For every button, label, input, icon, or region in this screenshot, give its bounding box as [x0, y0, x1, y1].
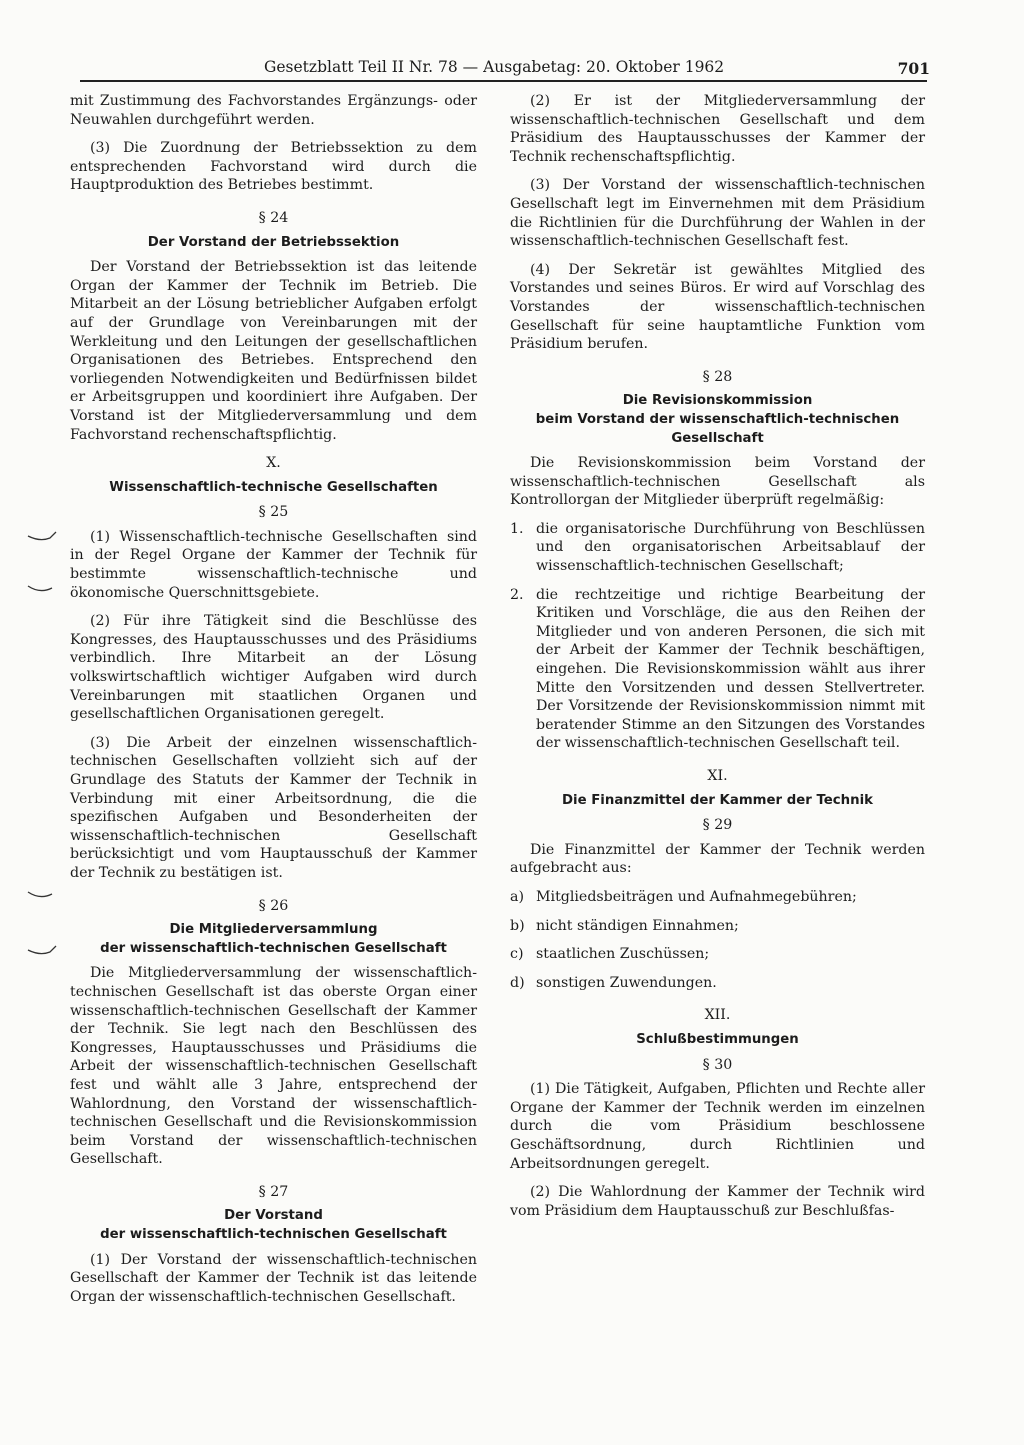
section-30-paragraph-2: (2) Die Wahlordnung der Kammer der Technik wird vom Präsidium dem Hauptausschuß zur Beschlußfas-: [510, 1184, 925, 1219]
list-marker: b): [510, 917, 525, 934]
chapter-xii-number: XII.: [704, 1007, 731, 1024]
list-marker: 2.: [510, 586, 524, 603]
section-28-number: § 28: [702, 368, 733, 385]
header-title: Gesetzblatt Teil II Nr. 78 — Ausgabetag: 20. Oktober 1962: [264, 58, 725, 76]
section-28-title-line-1: Die Revisionskommission: [622, 393, 813, 409]
header-rule: [80, 80, 927, 82]
list-marker: d): [510, 974, 525, 991]
list-marker: c): [510, 946, 524, 963]
section-29-list: [510, 888, 925, 992]
section-27-title-line-2: der wissenschaftlich-technischen Gesellschaft: [100, 1227, 447, 1243]
continued-paragraph: mit Zustimmung des Fachvorstandes Ergänzungs- oder Neuwahlen durchgeführt werden.: [70, 93, 477, 128]
list-item: [510, 888, 925, 907]
chapter-xii-title: Schlußbestimmungen: [636, 1031, 799, 1047]
left-column: [70, 92, 477, 1316]
margin-tick-mark: [26, 530, 58, 544]
chapter-x-number: X.: [266, 455, 281, 472]
list-item: [510, 945, 925, 964]
section-28-list: [510, 520, 925, 753]
section-26-title-line-1: Die Mitgliederversammlung: [169, 922, 378, 938]
section-25-paragraph-3: (3) Die Arbeit der einzelnen wissenschaftlich-technischen Gesellschaften vollzieht sich auf der Grundlage des Statuts der Kammer der Technik in Verbindung mit einer Arbeitsordnung, die die spezifischen Aufgaben und Besonderheiten der wissenschaftlich-technischen Gesellschaft berücksichtigt und vom Hauptausschuß der Kammer der Technik zu bestätigen ist.: [70, 734, 477, 881]
section-24-text: Der Vorstand der Betriebssektion ist das leitende Organ der Kammer der Technik im Betrieb. Die Mitarbeit an der Lösung betrieblicher Aufgaben erfolgt auf der Grundlage von Vereinbarungen mit der Werkleitung und den Leitungen der gesellschaftlichen Organisationen des Betriebes. Entsprechend den vorliegenden Notwendigkeiten und Bedürfnissen bildet er Arbeitsgruppen und koordiniert ihre Aufgaben. Der Vorstand ist der Mitgliederversammlung und dem Fachvorstand rechenschaftspflichtig.: [70, 259, 477, 443]
margin-tick-mark: [26, 582, 58, 596]
section-28-text: Die Revisionskommission beim Vorstand der wissenschaftlich-technischen Gesellschaft als Kontrollorgan der Mitglieder überprüft regelmäßig:: [510, 455, 925, 509]
right-column: [510, 92, 925, 1230]
section-26-title-line-2: der wissenschaftlich-technischen Gesellschaft: [100, 940, 447, 956]
section-28-title-line-3: Gesellschaft: [671, 430, 764, 446]
section-25-paragraph-2: (2) Für ihre Tätigkeit sind die Beschlüsse des Kongresses, des Hauptausschusses und des Präsidiums verbindlich. Ihre Mitarbeit an der Lösung volkswirtschaftlich wichtiger Aufgaben wird durch Vereinbarungen mit staatlichen Organen und gesellschaftlichen Organisationen geregelt.: [70, 613, 477, 723]
list-item: [510, 586, 925, 753]
section-25-paragraph-1: (1) Wissenschaftlich-technische Gesellschaften sind in der Regel Organe der Kammer der Technik für bestimmte wissenschaftlich-technische und ökonomische Querschnittsgebiete.: [70, 528, 477, 601]
section-27-paragraph-2: (2) Er ist der Mitgliederversammlung der wissenschaftlich-technischen Gesellschaft und dem Präsidium des Hauptausschusses der Kammer der Technik rechenschaftspflichtig.: [510, 93, 925, 165]
running-header: [80, 50, 930, 82]
list-item-text: die organisatorische Durchführung von Beschlüssen und den organisatorischen Arbeitsablauf der wissenschaftlich-technischen Gesellschaft;: [536, 520, 925, 575]
page-number: 701: [897, 59, 930, 78]
list-item: [510, 520, 925, 576]
section-24-number: § 24: [258, 209, 289, 226]
list-marker: 1.: [510, 520, 524, 537]
section-27-paragraph-4: (4) Der Sekretär ist gewähltes Mitglied des Vorstandes und seines Büros. Er wird auf Vorschlag des Vorstandes der wissenschaftlich-technischen Gesellschaft für seine hauptamtliche Funktion vom Präsidium berufen.: [510, 261, 925, 353]
paragraph-23-3: (3) Die Zuordnung der Betriebssektion zu dem entsprechenden Fachvorstand wird durch die Hauptproduktion des Betriebes bestimmt.: [70, 140, 477, 194]
list-marker: a): [510, 888, 524, 905]
section-29-number: § 29: [702, 817, 733, 834]
section-25-number: § 25: [258, 504, 289, 521]
list-item-text: nicht ständigen Einnahmen;: [536, 917, 739, 934]
chapter-xi-title: Die Finanzmittel der Kammer der Technik: [561, 792, 874, 808]
section-24-title: Der Vorstand der Betriebssektion: [147, 234, 400, 250]
list-item-text: Mitgliedsbeiträgen und Aufnahmegebühren;: [536, 888, 857, 905]
list-item-text: die rechtzeitige und richtige Bearbeitung der Kritiken und Vorschläge, die aus den Reihen der Mitglieder und von anderen Personen, die sich mit der Arbeit der Kammer der Technik beschäftigen, eingehen. Die Revisionskommission wählt aus ihrer Mitte den Vorsitzenden und dessen Stellvertreter. Der Vorsitzende der Revisionskommission nimmt mit beratender Stimme an den Sitzungen des Vorstandes der wissenschaftlich-technischen Gesellschaft teil.: [536, 586, 925, 752]
section-26-number: § 26: [258, 897, 289, 914]
list-item-text: sonstigen Zuwendungen.: [536, 974, 717, 991]
section-28-title-line-2: beim Vorstand der wissenschaftlich-technischen: [535, 411, 900, 427]
section-27-paragraph-1: (1) Der Vorstand der wissenschaftlich-technischen Gesellschaft der Kammer der Technik ist das leitende Organ der wissenschaftlich-technischen Gesellschaft.: [70, 1251, 477, 1305]
section-29-text: Die Finanzmittel der Kammer der Technik werden aufgebracht aus:: [510, 841, 925, 877]
list-item-text: staatlichen Zuschüssen;: [536, 946, 710, 963]
margin-tick-mark: [26, 944, 58, 958]
chapter-xi-number: XI.: [707, 768, 728, 784]
section-30-paragraph-1: (1) Die Tätigkeit, Aufgaben, Pflichten und Rechte aller Organe der Kammer der Technik werden im einzelnen durch die vom Präsidium beschlossene Geschäftsordnung, durch Richtlinien und Arbeitsordnungen geregelt.: [510, 1081, 925, 1172]
list-item: [510, 917, 925, 936]
chapter-x-title: Wissenschaftlich-technische Gesellschaften: [109, 479, 438, 495]
section-27-paragraph-3: (3) Der Vorstand der wissenschaftlich-technischen Gesellschaft legt im Einvernehmen mit dem Präsidium die Richtlinien für die Durchführung der Wahlen in der wissenschaftlich-technischen Gesellschaft fest.: [510, 177, 925, 250]
list-item: [510, 974, 925, 993]
section-27-number: § 27: [258, 1183, 289, 1200]
section-26-text: Die Mitgliederversammlung der wissenschaftlich-technischen Gesellschaft ist das oberste Organ einer wissenschaftlich-technischen Gesellschaft der Kammer der Technik. Sie legt nach den Beschlüssen des Kongresses, Hauptausschusses und Präsidiums die Arbeit der wissenschaftlich-technischen Gesellschaft fest und wählt alle 3 Jahre, entsprechend der Wahlordnung, den Vorstand der wissenschaftlich-technischen Gesellschaft und die Revisionskommission beim Vorstand der wissenschaftlich-technischen Gesellschaft.: [70, 965, 477, 1168]
margin-tick-mark: [26, 888, 58, 902]
section-27-title-line-1: Der Vorstand: [224, 1208, 323, 1224]
section-30-number: § 30: [702, 1056, 733, 1073]
